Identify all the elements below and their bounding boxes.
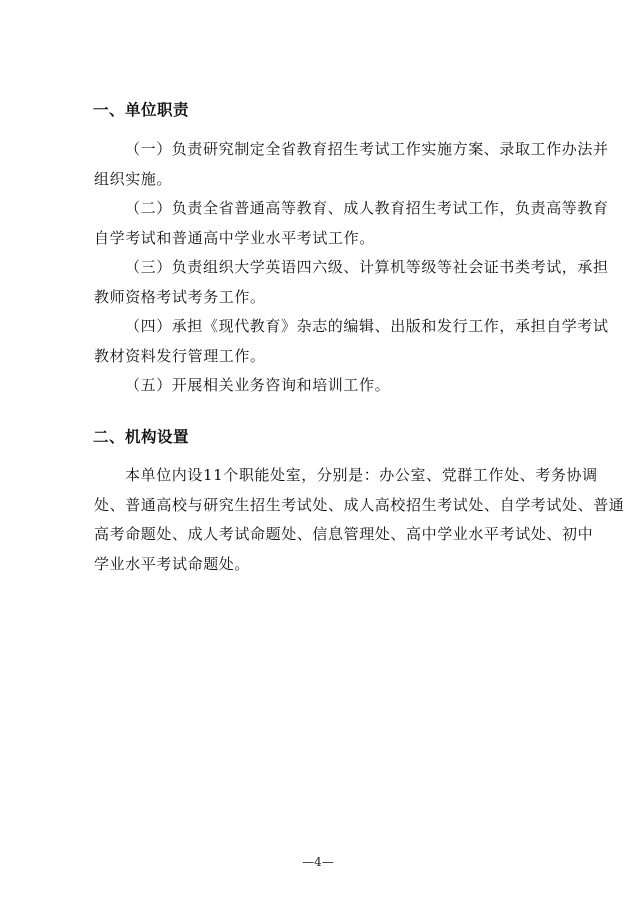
duty-item-5-line-1: （五）开展相关业务咨询和培训工作。 [125,376,391,394]
duty-item-2-line-1: （二）负责全省普通高等教育、成人教育招生考试工作，负责高等教育 [125,199,609,217]
structure-line-4: 学业水平考试命题处。 [94,554,251,573]
duty-item-5 [94,371,554,401]
duty-item-4-line-1: （四）承担《现代教育》杂志的编辑、出版和发行工作，承担自学考试 [125,317,609,335]
duty-item-3-line-1: （三）负责组织大学英语四六级、计算机等级等社会证书类考试，承担 [125,258,609,276]
structure-line-2: 处、普通高校与研究生招生考试处、成人高校招生考试处、自学考试处、普通 [94,495,625,514]
duty-item-4 [94,312,609,371]
duty-item-2-line-2: 自学考试和普通高中学业水平考试工作。 [94,228,375,247]
duty-item-3 [94,253,609,312]
duty-item-4-line-2: 教材资料发行管理工作。 [94,346,266,365]
structure-paragraph [94,461,625,579]
duty-item-2 [94,194,609,253]
structure-line-1: 本单位内设11个职能处室，分别是：办公室、党群工作处、考务协调 [125,466,598,484]
structure-line-3: 高考命题处、成人考试命题处、信息管理处、高中学业水平考试处、初中 [94,525,594,543]
section-heading-structure: 二、机构设置 [93,428,190,446]
duty-item-1-line-1: （一）负责研究制定全省教育招生考试工作实施方案、录取工作办法并 [125,140,609,158]
duty-item-1 [94,135,609,194]
duty-item-3-line-2: 教师资格考试考务工作。 [94,287,266,306]
duty-item-1-line-2: 组织实施。 [94,169,173,188]
page-number: —4— [302,855,334,869]
section-heading-duties: 一、单位职责 [93,101,190,119]
